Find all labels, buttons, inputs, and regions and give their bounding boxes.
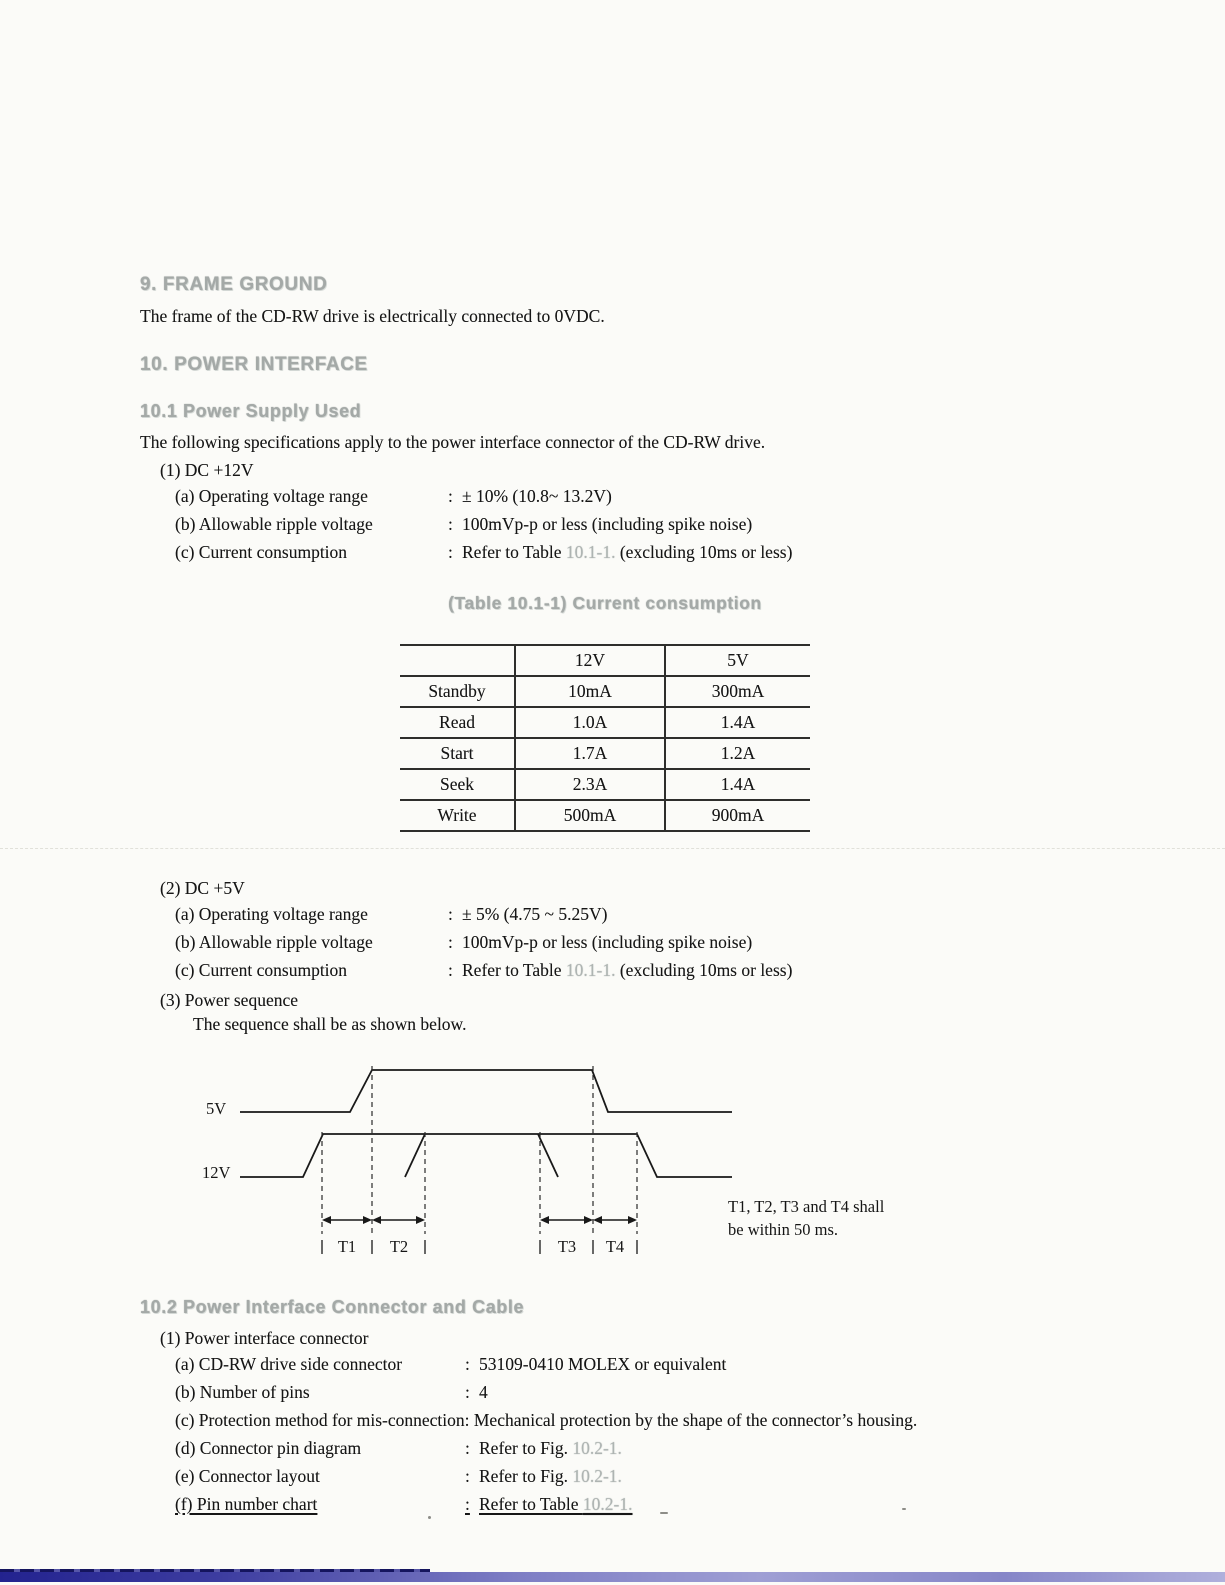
spec-value bbox=[479, 1434, 622, 1462]
col-header-5v: 5V bbox=[665, 645, 810, 676]
spec-row-5v-ripple bbox=[175, 928, 1165, 956]
dc5v-title: (2) DC +5V bbox=[160, 878, 245, 898]
trace-5v bbox=[240, 1070, 732, 1112]
current-consumption-table bbox=[400, 644, 810, 832]
value-pre: Refer to Table bbox=[479, 1494, 583, 1514]
spec-row-5v-voltage-range bbox=[175, 900, 1165, 928]
spec-value bbox=[479, 1462, 622, 1490]
value-5v-cell: 300mA bbox=[665, 676, 810, 707]
value-pre: Refer to Table bbox=[462, 542, 566, 562]
timing-note-line2: be within 50 ms. bbox=[728, 1220, 838, 1239]
diagram-labels bbox=[202, 1099, 885, 1256]
value-5v-cell: 900mA bbox=[665, 800, 810, 831]
value-5v-cell: 1.2A bbox=[665, 738, 810, 769]
spec-value bbox=[479, 1490, 632, 1518]
label-t4: T4 bbox=[605, 1237, 625, 1256]
table-row bbox=[400, 707, 810, 738]
table-row bbox=[400, 676, 810, 707]
scan-speck bbox=[428, 1516, 431, 1519]
table-row bbox=[400, 769, 810, 800]
spec-row-drive-side-connector bbox=[175, 1350, 1165, 1378]
colon: : bbox=[448, 904, 453, 924]
scan-speck bbox=[902, 1508, 906, 1510]
table-ref: 10.2-1. bbox=[582, 1494, 633, 1514]
value-12v-cell: 10mA bbox=[515, 676, 665, 707]
spec-label: (b) Number of pins bbox=[175, 1382, 310, 1402]
col-header-12v: 12V bbox=[515, 645, 665, 676]
scan-artifact-line bbox=[0, 848, 1225, 849]
label-t3: T3 bbox=[557, 1237, 577, 1256]
spec-value bbox=[462, 538, 792, 566]
spec-label: (e) Connector layout bbox=[175, 1466, 320, 1486]
timing-note-line1: T1, T2, T3 and T4 shall bbox=[728, 1197, 885, 1216]
section-10-2-heading: 10.2 Power Interface Connector and Cable bbox=[140, 1297, 525, 1317]
trace-12v bbox=[240, 1134, 732, 1177]
colon: : bbox=[448, 486, 453, 506]
table-row bbox=[400, 738, 810, 769]
spec-label: (b) Allowable ripple voltage bbox=[175, 932, 373, 952]
spec-value: 100mVp-p or less (including spike noise) bbox=[462, 932, 753, 952]
label-12v: 12V bbox=[202, 1163, 231, 1182]
table-ref: 10.1-1. bbox=[565, 960, 616, 980]
spec-label: (f) Pin number chart bbox=[175, 1494, 318, 1514]
waveforms bbox=[240, 1070, 732, 1177]
value-12v-cell: 2.3A bbox=[515, 769, 665, 800]
blank-header-cell bbox=[400, 645, 515, 676]
spec-row-number-of-pins bbox=[175, 1378, 1165, 1406]
value-5v-cell: 1.4A bbox=[665, 769, 810, 800]
mode-cell: Write bbox=[437, 805, 477, 825]
dc12v-title: (1) DC +12V bbox=[160, 460, 254, 480]
colon: : bbox=[448, 542, 453, 562]
power-sequence-title: (3) Power sequence bbox=[160, 990, 299, 1010]
spec-row-protection-method bbox=[175, 1406, 1165, 1434]
spec-row-12v-current bbox=[175, 538, 1165, 566]
trace-12v-late-rise bbox=[405, 1134, 425, 1177]
value-12v-cell: 1.7A bbox=[515, 738, 665, 769]
spec-value: 4 bbox=[479, 1382, 488, 1402]
colon: : bbox=[465, 1438, 470, 1458]
spec-label: (a) Operating voltage range bbox=[175, 486, 368, 506]
colon: : bbox=[448, 932, 453, 952]
table-caption: (Table 10.1-1) Current consumption bbox=[448, 593, 762, 613]
value-12v-cell: 500mA bbox=[515, 800, 665, 831]
figure-ref: 10.2-1. bbox=[572, 1438, 622, 1458]
connector-subtitle: (1) Power interface connector bbox=[160, 1328, 369, 1348]
spec-value: 53109-0410 MOLEX or equivalent bbox=[479, 1354, 727, 1374]
scan-artifact-blue-band bbox=[0, 1572, 1225, 1582]
mode-cell: Seek bbox=[439, 774, 475, 794]
label-5v: 5V bbox=[206, 1099, 227, 1118]
scan-speck bbox=[660, 1512, 668, 1514]
colon: : bbox=[465, 1494, 470, 1514]
value-post: (excluding 10ms or less) bbox=[615, 960, 793, 980]
mode-cell: Start bbox=[440, 743, 474, 763]
spec-row-12v-voltage-range bbox=[175, 482, 1165, 510]
timing-dashed-lines bbox=[322, 1066, 637, 1234]
section-10-heading: 10. POWER INTERFACE bbox=[140, 354, 368, 375]
mode-cell: Standby bbox=[428, 681, 486, 701]
label-ticks bbox=[322, 1240, 637, 1254]
spec-label: (a) CD-RW drive side connector bbox=[175, 1354, 403, 1374]
arrowheads bbox=[322, 1216, 637, 1224]
spec-value: ± 10% (10.8~ 13.2V) bbox=[462, 486, 612, 506]
spec-row-5v-current bbox=[175, 956, 1165, 984]
trace-12v-early-fall bbox=[538, 1134, 558, 1177]
spec-value: ± 5% (4.75 ~ 5.25V) bbox=[462, 904, 608, 924]
value-pre: Refer to Fig. bbox=[479, 1438, 573, 1458]
value-5v-cell: 1.4A bbox=[665, 707, 810, 738]
table-header-row bbox=[400, 645, 810, 676]
value-pre: Refer to Table bbox=[462, 960, 566, 980]
spec-label: (c) Current consumption bbox=[175, 960, 348, 980]
spec-value: 100mVp-p or less (including spike noise) bbox=[462, 514, 753, 534]
spec-label: (c) Current consumption bbox=[175, 542, 348, 562]
spec-row-12v-ripple bbox=[175, 510, 1165, 538]
mode-cell: Read bbox=[439, 712, 475, 732]
colon: : bbox=[465, 1466, 470, 1486]
spec-label: (a) Operating voltage range bbox=[175, 904, 368, 924]
label-t1: T1 bbox=[337, 1237, 357, 1256]
value-12v-cell: 1.0A bbox=[515, 707, 665, 738]
spec-value bbox=[462, 956, 792, 984]
section-10-1-heading: 10.1 Power Supply Used bbox=[140, 401, 362, 421]
spec-label: (d) Connector pin diagram bbox=[175, 1438, 362, 1458]
colon: : bbox=[448, 960, 453, 980]
spec-label: (b) Allowable ripple voltage bbox=[175, 514, 373, 534]
spec-row-connector-layout bbox=[175, 1462, 1165, 1490]
value-pre: Refer to Fig. bbox=[479, 1466, 573, 1486]
value-post: (excluding 10ms or less) bbox=[615, 542, 793, 562]
label-t2: T2 bbox=[389, 1237, 409, 1256]
figure-ref: 10.2-1. bbox=[572, 1466, 622, 1486]
colon: : bbox=[448, 514, 453, 534]
colon: : bbox=[465, 1382, 470, 1402]
spec-row-pin-diagram bbox=[175, 1434, 1165, 1462]
spec-row-pin-number-chart bbox=[175, 1490, 1165, 1518]
section-10-1-intro: The following specifications apply to the power interface connector of the CD-RW drive. bbox=[140, 432, 766, 452]
colon: : bbox=[465, 1354, 470, 1374]
section-9-body: The frame of the CD-RW drive is electrically connected to 0VDC. bbox=[140, 306, 605, 326]
table-row bbox=[400, 800, 810, 831]
power-sequence-diagram bbox=[200, 1062, 920, 1260]
spec-text: (c) Protection method for mis-connection: Mechanical protection by the shape of the connector’s housing. bbox=[175, 1410, 918, 1430]
table-ref: 10.1-1. bbox=[565, 542, 616, 562]
power-sequence-body: The sequence shall be as shown below. bbox=[193, 1014, 467, 1034]
section-9-heading: 9. FRAME GROUND bbox=[140, 274, 328, 295]
